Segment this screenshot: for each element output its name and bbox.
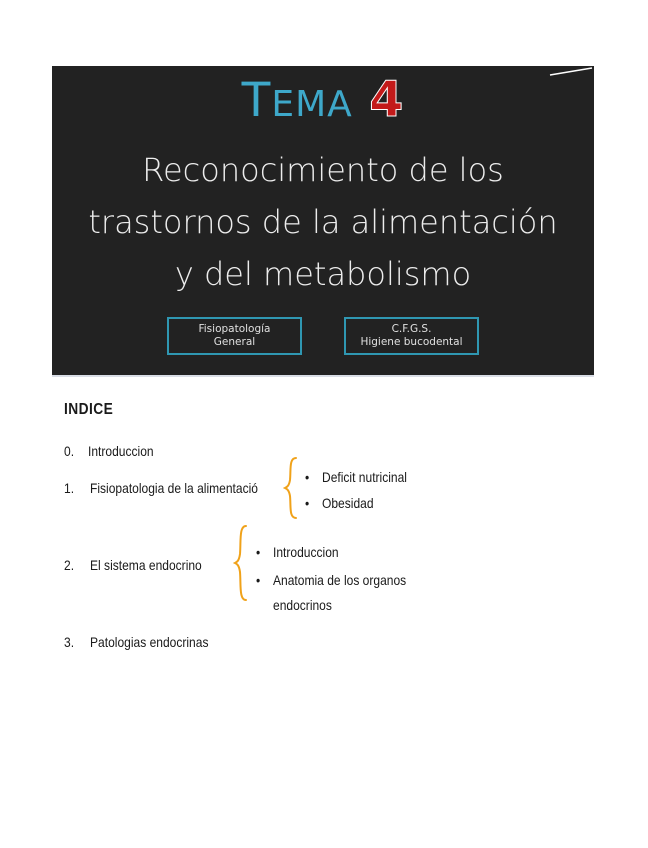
bullet-icon: • [256,572,261,588]
slide-title [52,70,594,135]
course-box [344,317,479,355]
subitem-text: Introduccion [273,544,339,560]
subtitle-line: Reconocimiento de los [142,151,504,189]
index-item-text: Patologias endocrinas [90,634,209,650]
index-item-marker: 0. [64,443,75,459]
bullet-icon: • [256,544,261,560]
title-rest: EMA [271,84,366,125]
brace-icon [233,524,249,602]
notes-heading: INDICE [64,401,114,418]
course-line: Higiene bucodental [360,336,463,348]
title-first-letter: T [241,73,272,128]
subject-line: General [213,336,256,348]
index-item-marker: 2. [64,557,75,573]
subitem-text: Obesidad [322,495,374,511]
subitem-text: Anatomia de los organos [273,572,407,588]
bullet-icon: • [305,469,310,485]
index-item-text: Introduccion [88,443,154,459]
title-slide [52,66,594,376]
index-item-text: Fisiopatologia de la alimentació [90,480,258,496]
brace-icon [283,456,299,520]
subitem-text: Deficit nutricinal [322,469,407,485]
subject-box [167,317,302,355]
title-number: 4 [369,71,405,128]
subtitle-line: y del metabolismo [174,255,472,293]
course-line: C.F.G.S. [391,323,432,335]
index-item-marker: 3. [64,634,75,650]
index-item-marker: 1. [64,480,75,496]
slide-bottom-border [52,375,594,377]
subitem-text: endocrinos [273,597,332,613]
bullet-icon: • [305,495,310,511]
slide-subtitle [52,144,594,300]
subtitle-line: trastornos de la alimentación [88,203,558,241]
index-item-text: El sistema endocrino [90,557,202,573]
subject-line: Fisiopatología [198,323,271,335]
